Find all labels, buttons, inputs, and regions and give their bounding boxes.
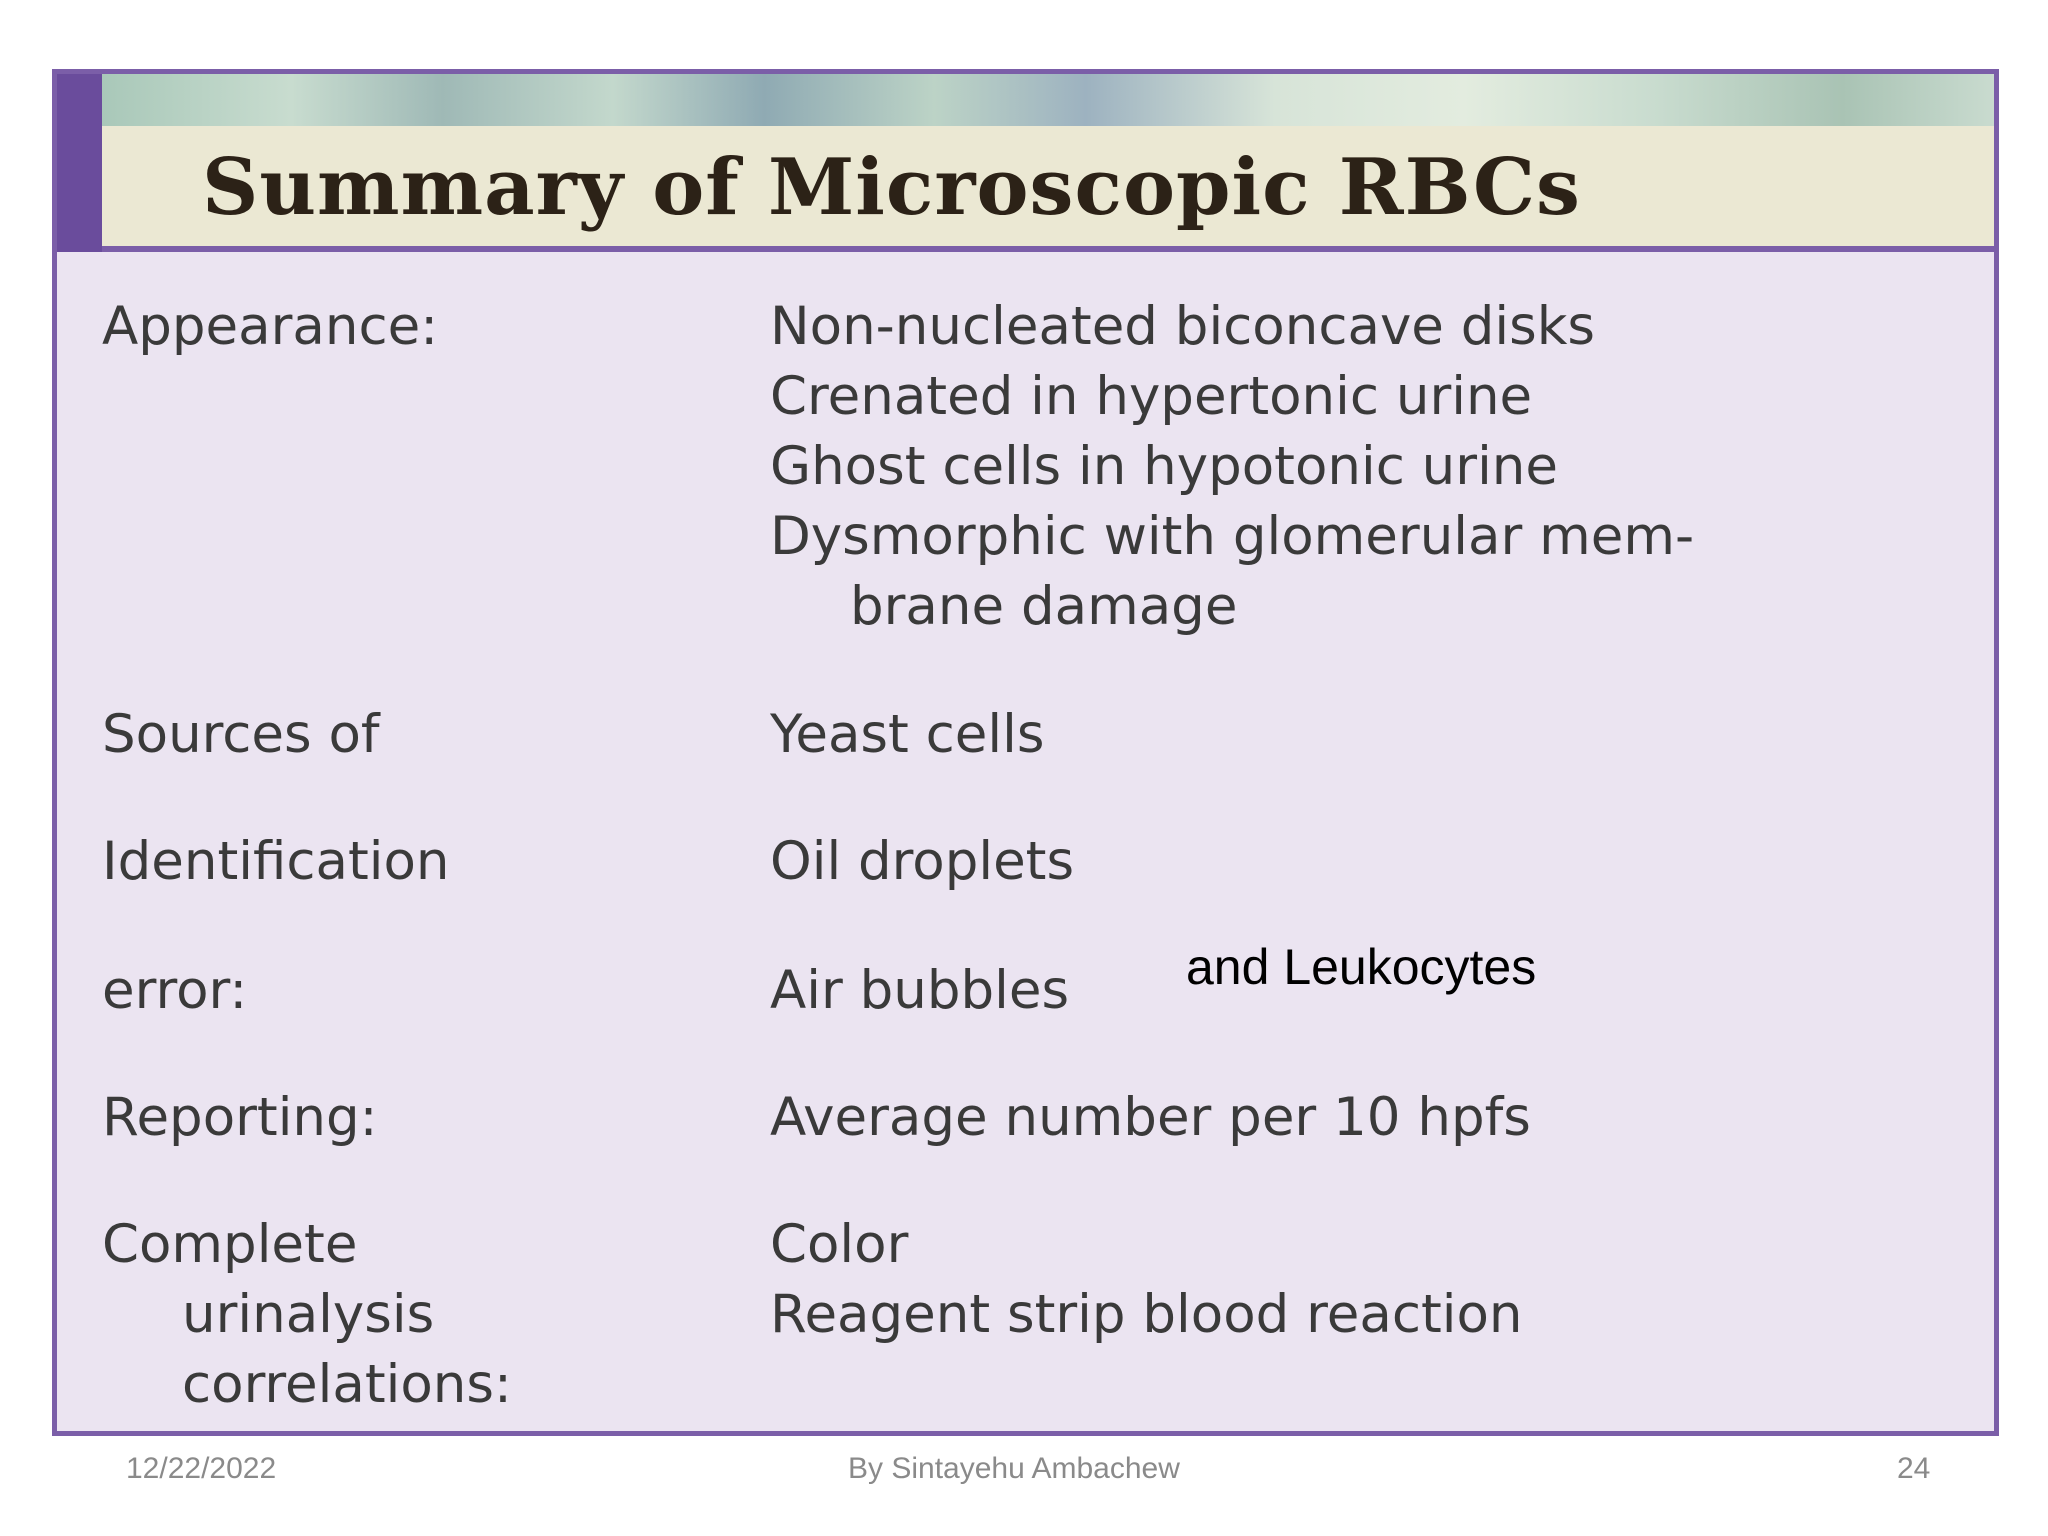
label-line: Appearance: xyxy=(102,296,439,357)
value-line: Ghost cells in hypotonic urine xyxy=(770,436,1558,497)
row-value-identification xyxy=(770,827,1074,897)
overlay-note: and Leukocytes xyxy=(1186,939,1537,995)
footer-date: 12/22/2022 xyxy=(126,1452,277,1485)
value-line: Air bubbles xyxy=(770,960,1070,1021)
label-line: Complete xyxy=(102,1214,358,1275)
label-line: error: xyxy=(102,960,248,1021)
label-line: correlations: xyxy=(182,1354,512,1415)
row-value-reporting xyxy=(770,1083,1531,1153)
row-label-reporting xyxy=(102,1083,378,1153)
header-image-strip xyxy=(102,74,1994,126)
footer-author: By Sintayehu Ambachew xyxy=(848,1452,1180,1485)
value-line: Reagent strip blood reaction xyxy=(770,1284,1523,1345)
value-line: Oil droplets xyxy=(770,831,1075,892)
footer-page-number: 24 xyxy=(1897,1452,1931,1485)
label-line: urinalysis xyxy=(182,1284,435,1345)
label-line: Sources of xyxy=(102,704,380,765)
value-line: brane damage xyxy=(850,576,1238,637)
value-line: Non-nucleated biconcave disks xyxy=(770,296,1596,357)
value-line: Crenated in hypertonic urine xyxy=(770,366,1533,427)
row-label-appearance xyxy=(102,292,438,362)
value-line: Yeast cells xyxy=(770,704,1045,765)
label-line: Identification xyxy=(102,831,450,892)
row-label-error xyxy=(102,956,247,1026)
slide-header xyxy=(102,74,1994,252)
header-accent-bar xyxy=(57,74,102,252)
slide-title: Summary of Microscopic RBCs xyxy=(202,142,1581,233)
row-label-sources xyxy=(102,700,380,770)
value-line: Color xyxy=(770,1214,909,1275)
row-value-correlations xyxy=(770,1210,1522,1350)
value-line: Average number per 10 hpfs xyxy=(770,1087,1531,1148)
row-value-error xyxy=(770,956,1069,1026)
row-value-sources xyxy=(770,700,1044,770)
label-line: Reporting: xyxy=(102,1087,378,1148)
row-label-correlations xyxy=(102,1210,512,1420)
row-value-appearance xyxy=(770,292,1694,642)
value-line: Dysmorphic with glomerular mem- xyxy=(770,506,1695,567)
row-label-identification xyxy=(102,827,450,897)
slide-frame xyxy=(52,69,1999,1436)
